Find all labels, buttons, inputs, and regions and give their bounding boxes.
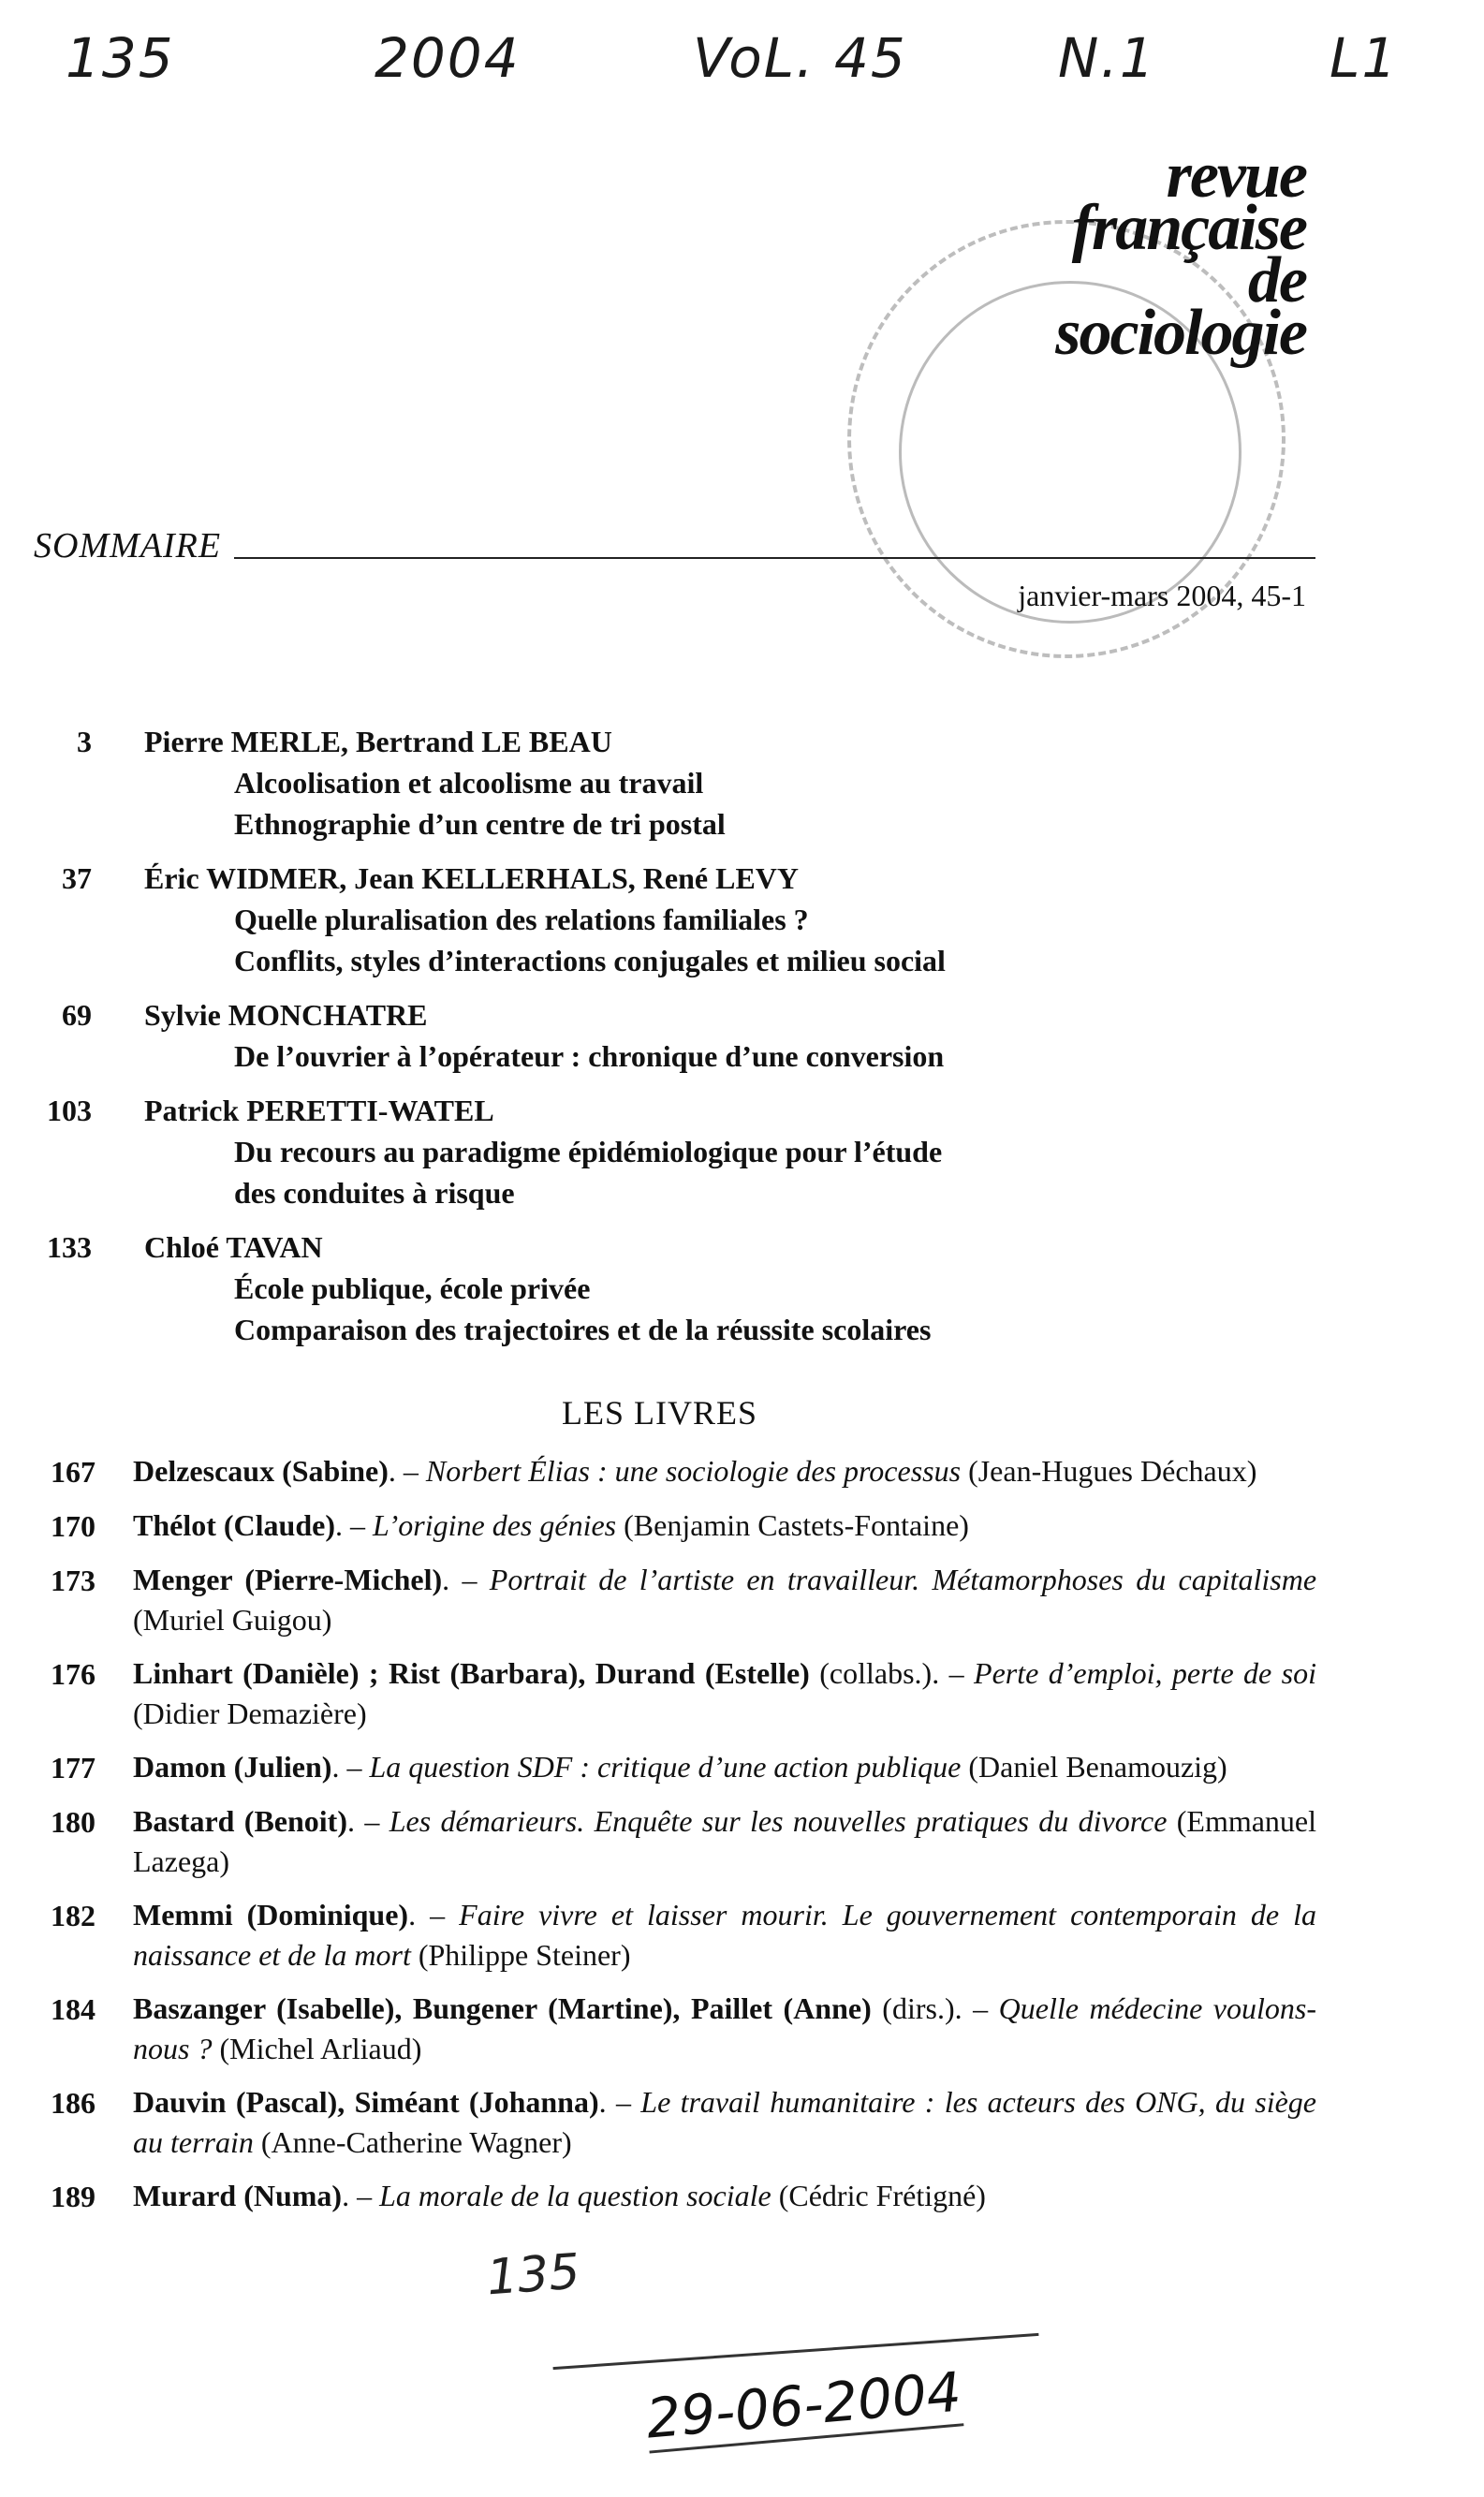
- sommaire-header: [34, 520, 1315, 566]
- book-page-number: 186: [51, 2086, 96, 2120]
- book-title: Faire vivre et laisser mourir. Le gouvernement contemporain de la naissance et de la mort: [133, 1898, 1317, 1972]
- handwritten-year: 2004: [375, 26, 521, 90]
- book-separator: (dirs.). –: [871, 1991, 999, 2025]
- book-review-body: [133, 1801, 1316, 1882]
- book-reviewer: (Jean-Hugues Déchaux): [961, 1454, 1257, 1488]
- books-heading: LES LIVRES: [562, 1394, 758, 1432]
- book-reviewer: (Daniel Benamouzig): [961, 1750, 1227, 1784]
- article-body: [144, 858, 946, 981]
- book-review-entry: [34, 1989, 1316, 2069]
- book-author: Baszanger (Isabelle), Bungener (Martine), Paillet (Anne): [133, 1991, 872, 2025]
- book-separator: . –: [388, 1454, 426, 1488]
- book-author: Damon (Julien): [133, 1750, 332, 1784]
- book-review-body: [133, 1560, 1316, 1640]
- book-separator: . –: [408, 1898, 460, 1932]
- book-review-body: [133, 1653, 1316, 1734]
- article-authors: Pierre MERLE, Bertrand LE BEAU: [144, 725, 612, 758]
- book-author: Delzescaux (Sabine): [133, 1454, 389, 1488]
- book-title: Les démarieurs. Enquête sur les nouvelles pratiques du divorce: [389, 1804, 1168, 1838]
- article-entry: [34, 994, 1148, 1077]
- article-body: [144, 1090, 942, 1213]
- article-list: [34, 721, 1148, 1363]
- book-review-body: [133, 1451, 1316, 1492]
- article-title-line: De l’ouvrier à l’opérateur : chronique d’une conversion: [234, 1039, 945, 1073]
- book-review-body: [133, 1506, 1316, 1547]
- handwritten-mark: L1: [1330, 26, 1399, 90]
- article-body: [144, 1226, 931, 1350]
- book-author: Linhart (Danièle) ; Rist (Barbara), Durand (Estelle): [133, 1656, 810, 1690]
- book-separator: . –: [347, 1804, 389, 1838]
- logo-line: française: [1071, 192, 1306, 264]
- article-title-line: École publique, école privée: [234, 1271, 591, 1305]
- book-separator: . –: [335, 1508, 373, 1542]
- article-title-line: Quelle pluralisation des relations familiales ?: [234, 903, 809, 936]
- book-reviewer: (Anne-Catherine Wagner): [253, 2125, 572, 2159]
- handwritten-footer-number: 135: [485, 2243, 582, 2307]
- book-review-entry: [34, 2082, 1316, 2163]
- book-author: Murard (Numa): [133, 2179, 343, 2212]
- article-page-number: 37: [62, 861, 92, 895]
- book-list: [34, 1451, 1316, 2230]
- article-authors: Éric WIDMER, Jean KELLERHALS, René LEVY: [144, 861, 800, 895]
- book-page-number: 173: [51, 1564, 96, 1597]
- book-title: Portrait de l’artiste en travailleur. Métamorphoses du capitalisme: [489, 1563, 1317, 1596]
- logo-line: revue: [1166, 140, 1306, 212]
- book-review-body: [133, 2176, 1316, 2217]
- book-author: Memmi (Dominique): [133, 1898, 409, 1932]
- book-review-entry: [34, 2176, 1316, 2217]
- book-review-entry: [34, 1747, 1316, 1788]
- book-review-entry: [34, 1560, 1316, 1640]
- article-title-line: Comparaison des trajectoires et de la réussite scolaires: [234, 1313, 932, 1346]
- article-title-line: Du recours au paradigme épidémiologique pour l’étude: [234, 1135, 943, 1168]
- article-authors: Sylvie MONCHATRE: [144, 998, 428, 1032]
- handwritten-number: 135: [66, 26, 175, 90]
- book-reviewer: (Didier Demazière): [133, 1696, 367, 1730]
- book-title: Quelle médecine voulons-nous ?: [133, 1991, 1317, 2065]
- book-page-number: 177: [51, 1751, 96, 1785]
- book-page-number: 184: [51, 1992, 96, 2026]
- article-body: [144, 994, 944, 1077]
- article-title-line: Ethnographie d’un centre de tri postal: [234, 807, 726, 841]
- article-authors: Patrick PERETTI-WATEL: [144, 1094, 494, 1127]
- book-author: Thélot (Claude): [133, 1508, 335, 1542]
- handwritten-volume: VoL. 45: [693, 26, 907, 90]
- article-entry: [34, 858, 1148, 981]
- book-page-number: 176: [51, 1657, 96, 1691]
- book-page-number: 170: [51, 1509, 96, 1543]
- book-page-number: 167: [51, 1455, 96, 1489]
- book-title: Perte d’emploi, perte de soi: [974, 1656, 1317, 1690]
- book-review-body: [133, 1747, 1316, 1788]
- book-title: Norbert Élias : une sociologie des processus: [425, 1454, 962, 1488]
- book-reviewer: (Muriel Guigou): [133, 1603, 332, 1637]
- book-separator: (collabs.). –: [809, 1656, 975, 1690]
- article-page-number: 69: [62, 998, 92, 1032]
- book-reviewer: (Michel Arliaud): [212, 2032, 422, 2065]
- sommaire-rule: [234, 557, 1315, 559]
- article-title-line: des conduites à risque: [234, 1176, 515, 1210]
- book-separator: . –: [342, 2179, 380, 2212]
- article-body: [144, 721, 726, 845]
- sommaire-label: SOMMAIRE: [34, 526, 222, 565]
- book-separator: . –: [442, 1563, 490, 1596]
- book-reviewer: (Cédric Frétigné): [771, 2179, 986, 2212]
- issue-date: janvier-mars 2004, 45-1: [1018, 579, 1306, 612]
- logo-line: de: [1247, 244, 1306, 316]
- book-review-entry: [34, 1451, 1316, 1492]
- book-author: Menger (Pierre-Michel): [133, 1563, 443, 1596]
- book-review-body: [133, 2082, 1316, 2163]
- book-review-entry: [34, 1653, 1316, 1734]
- article-title-line: Alcoolisation et alcoolisme au travail: [234, 766, 704, 800]
- book-review-entry: [34, 1801, 1316, 1882]
- book-review-body: [133, 1895, 1316, 1976]
- article-entry: [34, 1090, 1148, 1213]
- book-title: Le travail humanitaire : les acteurs des ONG, du siège au terrain: [133, 2085, 1317, 2159]
- book-page-number: 182: [51, 1899, 96, 1932]
- footer-rule: [553, 2333, 1039, 2370]
- article-page-number: 103: [47, 1094, 92, 1127]
- article-title-line: Conflits, styles d’interactions conjugales et milieu social: [234, 944, 946, 977]
- book-review-body: [133, 1989, 1316, 2069]
- book-reviewer: (Benjamin Castets-Fontaine): [616, 1508, 969, 1542]
- book-title: La morale de la question sociale: [379, 2179, 771, 2212]
- article-entry: [34, 721, 1148, 845]
- book-reviewer: (Emmanuel Lazega): [133, 1804, 1317, 1878]
- book-author: Bastard (Benoit): [133, 1804, 347, 1838]
- book-separator: . –: [331, 1750, 370, 1784]
- book-page-number: 180: [51, 1805, 96, 1839]
- article-entry: [34, 1226, 1148, 1350]
- book-review-entry: [34, 1895, 1316, 1976]
- journal-logo: [1055, 140, 1306, 369]
- book-review-entry: [34, 1506, 1316, 1547]
- logo-line: sociologie: [1055, 297, 1306, 369]
- book-separator: . –: [598, 2085, 641, 2119]
- book-reviewer: (Philippe Steiner): [410, 1938, 631, 1972]
- article-authors: Chloé TAVAN: [144, 1230, 323, 1264]
- book-page-number: 189: [51, 2180, 96, 2213]
- book-title: La question SDF : critique d’une action publique: [369, 1750, 962, 1784]
- article-page-number: 3: [77, 725, 92, 758]
- book-title: L’origine des génies: [373, 1508, 617, 1542]
- book-author: Dauvin (Pascal), Siméant (Johanna): [133, 2085, 599, 2119]
- handwritten-issue-number: N.1: [1058, 26, 1156, 90]
- article-page-number: 133: [47, 1230, 92, 1264]
- handwritten-footer-date: 29-06-2004: [644, 2359, 964, 2453]
